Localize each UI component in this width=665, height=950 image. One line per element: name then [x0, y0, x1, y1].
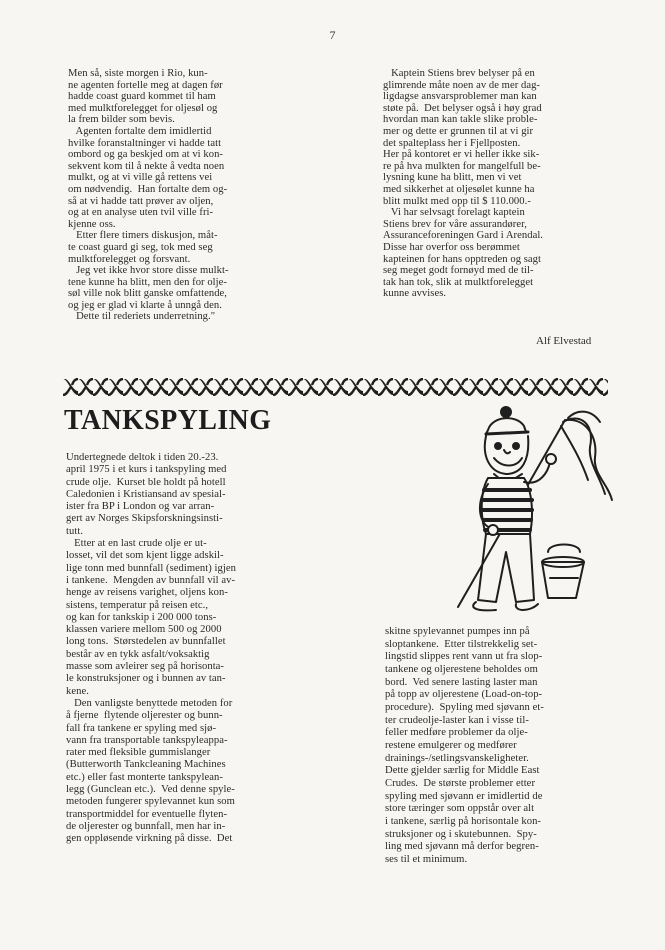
text-line: lysning kune ha blitt, men vi vet [383, 172, 522, 184]
text-line: seg meget godt fornøyd med de til- [383, 265, 534, 277]
text-line: Dette til rederiets underretning." [68, 311, 216, 323]
text-line: glimrende måte noen av de mer dag- [383, 79, 541, 91]
text-line: og at en analyse uten tvil ville fri- [68, 207, 214, 219]
text-line: Crudes. De største problemer etter [385, 777, 536, 789]
text-line: henge av reisens varighet, oljens kon- [66, 587, 228, 599]
text-line: re på hva mulkten for mangelfull be- [383, 160, 541, 172]
editorial-comment-column [383, 68, 645, 300]
text-line: sekvent kom til å nekte å vedta noen [68, 160, 225, 172]
text-line: fall fra tankene er spyling med sjø- [66, 722, 217, 734]
text-line: lige tonn med bunnfall (sediment) igjen [66, 562, 236, 574]
text-line: hvordan man kan takle slike proble- [383, 114, 538, 126]
text-line: Agenten fortalte dem imidlertid [68, 125, 212, 137]
text-line: Den vanligste benyttede metoden for [66, 697, 233, 709]
text-line: ne agenten fortelle meg at dagen før [68, 79, 223, 91]
text-line: Jeg vet ikke hvor store disse mulkt- [68, 265, 229, 277]
text-line: ligdagse ansvarsproblemer man kan [383, 91, 537, 103]
article-text-left-column [66, 452, 326, 846]
text-line: Men så, siste morgen i Rio, kun- [68, 68, 208, 79]
text-line: te coast guard gi seg, tok med seg [68, 241, 213, 253]
text-line: i tankene, særlig på horisontale kon- [385, 815, 542, 827]
text-line: kjenne oss. [68, 218, 116, 230]
text-line: ister fra BP i London og var arran- [66, 501, 215, 513]
text-line: metoden fungerer spylevannet kun som [66, 796, 235, 808]
text-line: ter crudeolje-laster kan i visse til- [385, 714, 529, 726]
text-line: procedure). Spyling med sjøvann et- [385, 701, 544, 713]
text-line: Kaptein Stiens brev belyser på en [383, 68, 535, 79]
text-line: de oljerester og bunnfall, men har in- [66, 820, 226, 832]
text-line: bord. Ved senere lasting laster man [385, 676, 538, 688]
text-line: masse som avleirer seg på horisonta- [66, 661, 225, 673]
text-line: rater med fleksible gummislanger [66, 747, 211, 759]
text-line: Vi har selvsagt forelagt kaptein [383, 207, 525, 219]
text-line: og kan for tankskip i 200 000 tons- [66, 611, 217, 623]
text-line: etc.) eller fast monterte tankspylean- [66, 771, 223, 783]
text-line: så at vi hadde tatt prøver av oljen, [68, 195, 214, 207]
section-title: TANKSPYLING [64, 404, 272, 436]
text-line: støte på. Det belyser også i høy grad [383, 102, 542, 114]
text-line: med mulktforelegget for oljesøl og [68, 102, 218, 114]
text-line: Etter at en last crude olje er ut- [66, 538, 207, 550]
text-line: losset, vil det som kjent ligge adskil- [66, 550, 224, 562]
text-line: transportmiddel for eventuelle flyten- [66, 808, 228, 820]
text-line: på topp av oljerestene (Load-on-top- [385, 689, 543, 701]
rope-divider-icon [63, 378, 608, 396]
text-line: tutt. [66, 525, 84, 537]
text-line: lingstid slippes rent vann ut fra slop- [385, 651, 543, 663]
text-line: sloptankene. Etter tilstrekkelig set- [385, 638, 538, 650]
text-line: (Butterworth Tankcleaning Machines [66, 759, 226, 771]
text-line: ses til et minimum. [385, 853, 468, 865]
text-line: restene emulgerer og medfører [385, 739, 517, 751]
text-line: drainings-/setlingsvanskeligheter. [385, 752, 529, 764]
text-line: Undertegnede deltok i tiden 20.-23. [66, 452, 219, 463]
text-line: Assuranceforeningen Gard i Arendal. [383, 230, 544, 242]
text-line: gert av Norges Skipsforskningsinsti- [66, 513, 223, 525]
text-line: i tankene. Mengden av bunnfall vil av- [66, 574, 236, 586]
text-line: Dette gjelder særlig for Middle East [385, 765, 540, 777]
text-line: crude olje. Kurset ble holdt på hotell [66, 476, 226, 488]
text-line: store tæringer som oppstår over alt [385, 803, 535, 815]
text-line: april 1975 i et kurs i tankspyling med [66, 464, 227, 476]
text-line: vann fra transportable tankspyleappa- [66, 734, 228, 746]
text-line: mer og dette er grunnen til at vi gir [383, 125, 534, 137]
text-line: sistens, temperatur på reisen etc., [66, 599, 209, 611]
text-line: skitne spylevannet pumpes inn på [385, 626, 530, 637]
text-line: Etter flere timers diskusjon, måt- [68, 230, 218, 242]
text-line: består av en tykk asfalt/voksaktig [66, 648, 210, 660]
text-line: tak han tok, slik at mulktforelegget [383, 276, 534, 288]
text-line: kapteinen for hans opptreden og sagt [383, 253, 542, 265]
text-line: tene kunne ha blitt, men den for olje- [68, 276, 227, 288]
text-line: Stiens brev for våre assurandører, [383, 218, 527, 230]
text-line: hadde coast guard kommet til ham [68, 91, 216, 103]
text-line: Caledonien i Kristiansand av spesial- [66, 488, 226, 500]
author-signature: Alf Elvestad [536, 335, 592, 347]
text-line: søl ville nok blitt ganske omfattende, [68, 288, 228, 300]
text-line: mulkt, og at vi ville gå rettens vei [68, 172, 213, 184]
text-line: og jeg er glad vi klarte å unngå den. [68, 299, 222, 311]
text-line: med sikkerhet at oljesølet kunne ha [383, 183, 535, 195]
text-line: å fjerne flytende oljerester og bunn- [66, 710, 223, 722]
article-text-right-column [385, 626, 647, 866]
text-line: struksjoner og i skutebunnen. Spy- [385, 828, 537, 840]
text-line: legg (Gunclean etc.). Ved denne spyle- [66, 784, 235, 796]
text-line: la frem bilder som bevis. [68, 114, 175, 126]
text-line: klassen variere mellom 500 og 2000 [66, 624, 222, 636]
text-line: blitt mulkt med opp til $ 110.000.- [383, 195, 531, 207]
text-line: feller medføre problemer da olje- [385, 727, 528, 739]
text-line: Disse har overfor oss berømmet [383, 241, 520, 253]
text-line: ling med sjøvann må derfor begren- [385, 841, 539, 853]
text-line: gen oppløsende virkning på disse. Det [66, 833, 233, 845]
text-line: Her på kontoret er vi heller ikke sik- [383, 149, 540, 161]
text-line: ombord og ga beskjed om at vi kon- [68, 149, 223, 161]
text-line: le konstruksjoner og i bunnen av tan- [66, 673, 226, 685]
text-line: long tons. Størstedelen av bunnfallet [66, 636, 226, 648]
text-line: tankene og oljerestene beholdes om [385, 663, 538, 675]
text-line: kene. [66, 685, 89, 697]
text-line: det spalteplass her i Fjellposten. [383, 137, 521, 149]
page-number: 7 [329, 28, 336, 42]
text-line: om nødvendig. Han fortalte dem og- [68, 183, 228, 195]
text-line: kunne avvises. [383, 288, 447, 300]
text-line: hvilke foranstaltninger vi hadde tatt [68, 137, 222, 149]
sailor-mop-bucket-icon [430, 402, 620, 620]
letter-text-left-column [68, 68, 328, 323]
text-line: mulktforelegget og forsvant. [68, 253, 191, 265]
text-line: spyling med sjøvann er imidlertid de [385, 790, 543, 802]
